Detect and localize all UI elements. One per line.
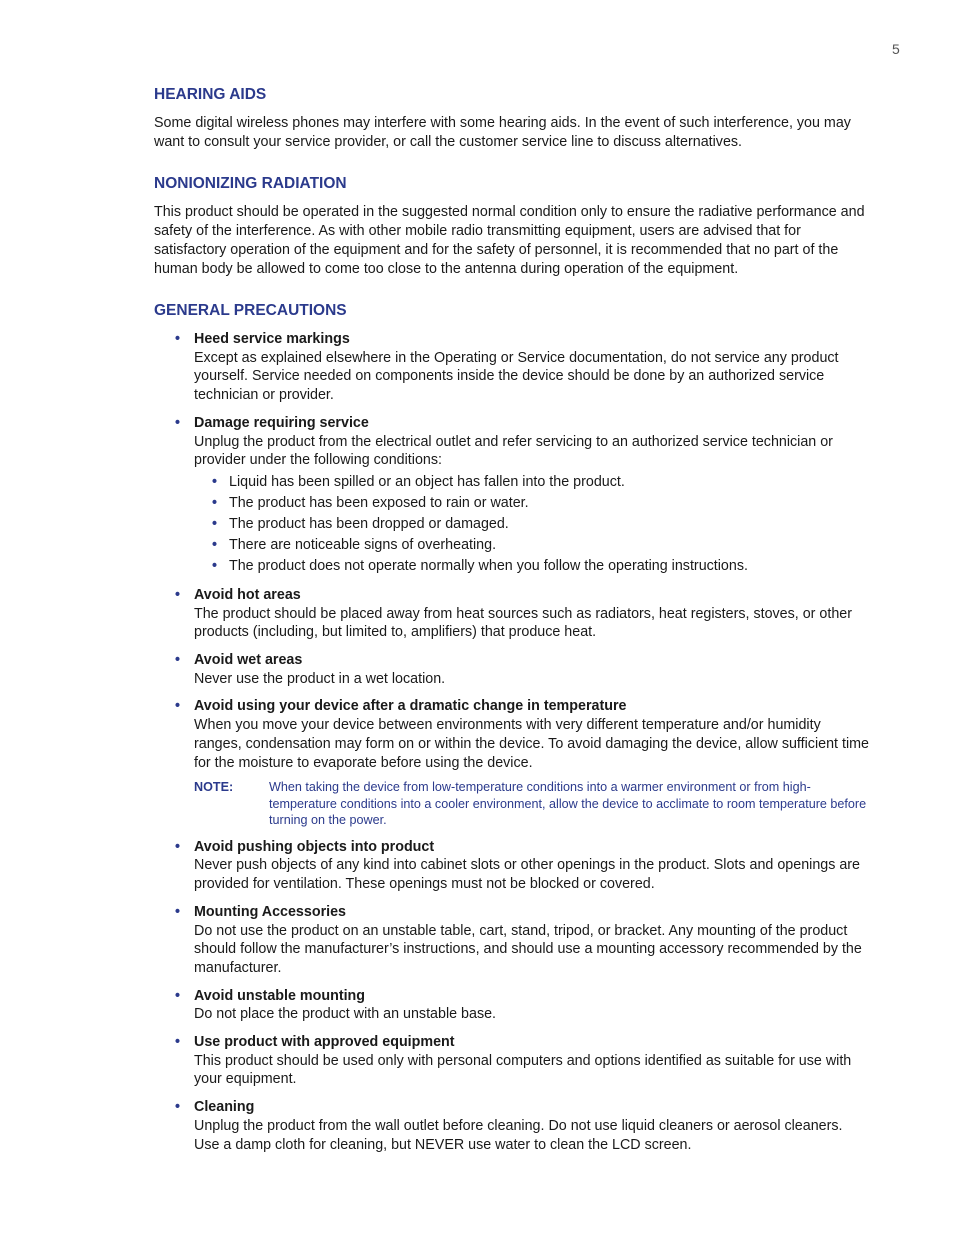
precaution-text: When you move your device between environments with very different temperature and/or humidity ranges, condensation may form on or within the device. To avoid damaging the device, allow sufficient time for the moisture to evaporate before using the device. xyxy=(194,717,869,771)
precaution-title: Use product with approved equipment xyxy=(194,1034,455,1051)
precaution-item xyxy=(154,903,869,978)
section-nonionizing-radiation xyxy=(154,174,869,279)
condition-item xyxy=(194,556,869,577)
precaution-title: Damage requiring service xyxy=(194,414,369,431)
precaution-item xyxy=(154,586,869,642)
section-paragraph: This product should be operated in the suggested normal condition only to ensure the radiative performance and safety of the interference. As with other mobile radio transmitting equipment, users are advised that for satisfactory operation of the equipment and for the safety of personnel, it is recommended that no part of the human body be allowed to come too close to the antenna during operation of the equipment. xyxy=(154,204,865,277)
section-title: HEARING AIDS xyxy=(154,86,267,103)
precaution-title: Cleaning xyxy=(194,1099,255,1116)
bullet-icon: • xyxy=(175,838,181,855)
condition-text: The product has been exposed to rain or water. xyxy=(229,494,529,511)
section-hearing-aids xyxy=(154,85,869,152)
precaution-title: Avoid wet areas xyxy=(194,652,303,669)
bullet-icon: • xyxy=(175,652,181,669)
bullet-icon: • xyxy=(175,1034,181,1051)
precaution-item xyxy=(154,1098,869,1154)
condition-text: The product has been dropped or damaged. xyxy=(229,515,509,532)
precaution-item xyxy=(154,987,869,1024)
bullet-icon: • xyxy=(212,536,218,553)
bullet-icon: • xyxy=(175,698,181,715)
precaution-text: Never use the product in a wet location. xyxy=(194,670,446,687)
note-box xyxy=(194,779,869,829)
precaution-title: Avoid unstable mounting xyxy=(194,987,366,1004)
precaution-text: Except as explained elsewhere in the Operating or Service documentation, do not service any product yourself. Service needed on components inside the device should be done by an authorized service technician or provider. xyxy=(194,349,839,404)
bullet-icon: • xyxy=(175,1099,181,1116)
bullet-icon: • xyxy=(175,414,181,431)
bullet-icon: • xyxy=(212,557,218,574)
bullet-icon: • xyxy=(212,494,218,511)
precaution-title: Mounting Accessories xyxy=(194,903,347,920)
condition-item xyxy=(194,535,869,556)
bullet-icon: • xyxy=(175,331,181,347)
condition-item xyxy=(194,493,869,514)
precaution-text: Unplug the product from the wall outlet before cleaning. Do not use liquid cleaners or aerosol cleaners. Use a damp cloth for cleaning, but NEVER use water to clean the LCD screen. xyxy=(194,1117,843,1153)
note-text: When taking the device from low-temperature conditions into a warmer environment or from high-temperature conditions into a cooler environment, allow the device to acclimate to room temperature before turning on the power. xyxy=(269,780,867,828)
precautions-list xyxy=(154,330,869,1154)
precaution-item xyxy=(154,1033,869,1089)
note-label: NOTE: xyxy=(194,780,234,795)
precaution-title: Avoid pushing objects into product xyxy=(194,838,435,855)
bullet-icon: • xyxy=(175,586,181,603)
section-title: NONIONIZING RADIATION xyxy=(154,175,347,192)
precaution-item xyxy=(154,697,869,828)
bullet-icon: • xyxy=(175,903,181,920)
page-number: 5 xyxy=(892,41,900,57)
condition-text: There are noticeable signs of overheating. xyxy=(229,536,497,553)
section-paragraph: Some digital wireless phones may interfere with some hearing aids. In the event of such interference, you may want to consult your service provider, or call the customer service line to discuss alternatives. xyxy=(154,115,851,150)
condition-item xyxy=(194,472,869,493)
precaution-text: Do not place the product with an unstable base. xyxy=(194,1006,497,1023)
document-body xyxy=(154,85,869,1163)
section-general-precautions xyxy=(154,301,869,1154)
precaution-item xyxy=(154,414,869,577)
precaution-text: Do not use the product on an unstable table, cart, stand, tripod, or bracket. Any mounting of the product should follow the manufacturer’s instructions, and should use a mounting accessory recommended by the manufacturer. xyxy=(194,922,862,976)
precaution-text: Unplug the product from the electrical outlet and refer servicing to an authorized service technician or provider under the following conditions: xyxy=(194,433,833,469)
section-title: GENERAL PRECAUTIONS xyxy=(154,302,347,319)
precaution-title: Avoid hot areas xyxy=(194,586,301,603)
precaution-text: The product should be placed away from heat sources such as radiators, heat registers, stoves, or other products (including, but limited to, amplifiers) that produce heat. xyxy=(194,605,852,641)
bullet-icon: • xyxy=(212,473,218,490)
precaution-item xyxy=(154,651,869,688)
precaution-title: Avoid using your device after a dramatic change in temperature xyxy=(194,698,627,715)
precaution-title: Heed service markings xyxy=(194,331,350,347)
precaution-item xyxy=(154,330,869,405)
precaution-text: This product should be used only with personal computers and options identified as suitable for use with your equipment. xyxy=(194,1052,852,1088)
precaution-item xyxy=(154,838,869,894)
condition-text: The product does not operate normally when you follow the operating instructions. xyxy=(229,557,748,574)
condition-item xyxy=(194,514,869,535)
condition-text: Liquid has been spilled or an object has fallen into the product. xyxy=(229,473,625,490)
precaution-text: Never push objects of any kind into cabinet slots or other openings in the product. Slots and openings are provided for ventilation. These openings must not be blocked or covered. xyxy=(194,857,861,893)
bullet-icon: • xyxy=(212,515,218,532)
conditions-list xyxy=(194,472,869,577)
bullet-icon: • xyxy=(175,987,181,1004)
